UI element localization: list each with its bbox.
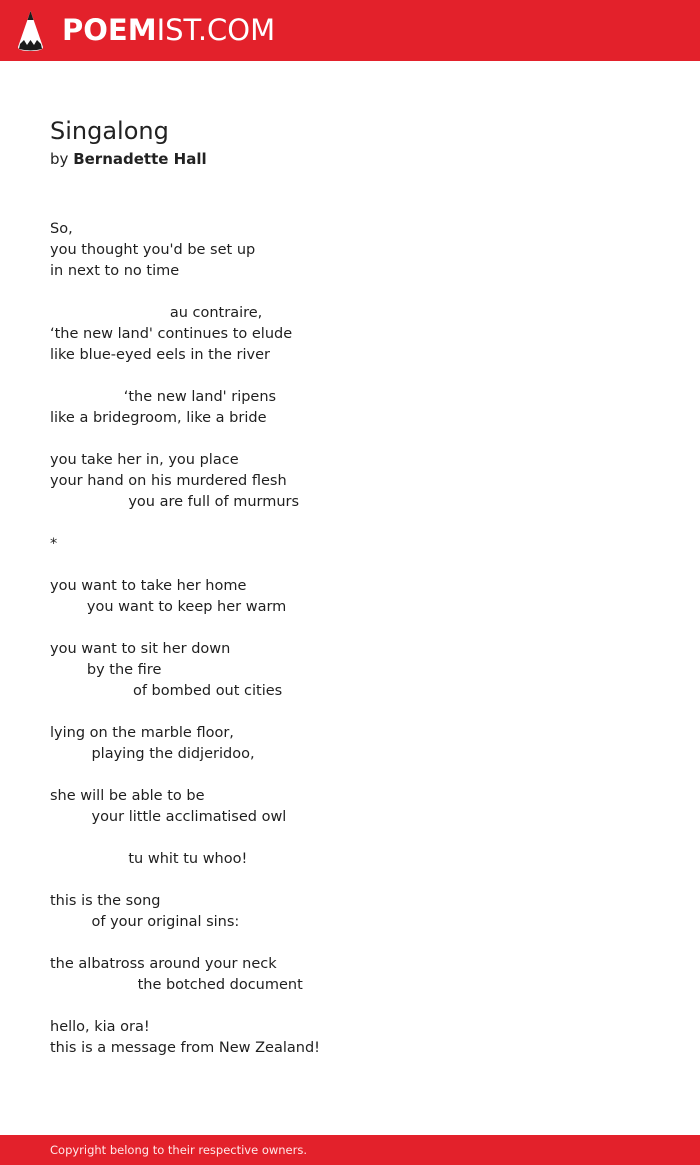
poem-line: [50, 996, 650, 1017]
poem-line: [50, 870, 650, 891]
poem-line: like blue-eyed eels in the river: [50, 347, 270, 363]
pencil-logo-icon[interactable]: [17, 10, 44, 52]
poem-line: [50, 366, 650, 387]
poem-line: hello, kia ora!: [50, 1019, 150, 1035]
poem-line: [50, 702, 650, 723]
site-logo-text[interactable]: [62, 13, 275, 47]
poem-line: lying on the marble floor,: [50, 725, 234, 741]
poem-line: [50, 429, 650, 450]
poem-line: [50, 282, 650, 303]
poem-line: you want to sit her down: [50, 641, 231, 657]
poem-line: [50, 828, 650, 849]
poem-line: [50, 513, 650, 534]
poem-line: you take her in, you place: [50, 452, 239, 468]
poem-line: [50, 618, 650, 639]
poem-line: your hand on his murdered flesh: [50, 473, 287, 489]
byline: [50, 149, 207, 169]
poem-body: [50, 219, 650, 1059]
brand-light-text: IST.COM: [156, 13, 276, 47]
poem-line: ‘the new land' continues to elude: [50, 326, 293, 342]
poem-line: [50, 555, 650, 576]
poem-line: you want to take her home: [50, 578, 247, 594]
poem-line: she will be able to be: [50, 788, 205, 804]
poem-line: the albatross around your neck: [50, 956, 277, 972]
poem-line: So,: [50, 221, 73, 237]
poem-line: the botched document: [50, 977, 303, 993]
poem-line: playing the didjeridoo,: [50, 746, 255, 762]
poem-line: [50, 765, 650, 786]
poem-line: of your original sins:: [50, 914, 240, 930]
poem-line: of bombed out cities: [50, 683, 283, 699]
by-label: by: [50, 150, 69, 168]
site-footer: [0, 1135, 700, 1165]
brand-bold-text: POEM: [62, 13, 157, 47]
poem-line: you want to keep her warm: [50, 599, 287, 615]
poem-line: ‘the new land' ripens: [50, 389, 277, 405]
poem-title: Singalong: [50, 117, 169, 145]
poem-line: like a bridegroom, like a bride: [50, 410, 267, 426]
poem-line: in next to no time: [50, 263, 180, 279]
poem-line: by the fire: [50, 662, 162, 678]
site-header: [0, 0, 700, 61]
poem-line: tu whit tu whoo!: [50, 851, 248, 867]
poem-line: you thought you'd be set up: [50, 242, 256, 258]
poem-line: your little acclimatised owl: [50, 809, 287, 825]
poem-line: this is a message from New Zealand!: [50, 1040, 320, 1056]
poem-line: *: [50, 536, 58, 552]
copyright-text: Copyright belong to their respective owners.: [50, 1143, 308, 1157]
poem-line: [50, 933, 650, 954]
author-name: Bernadette Hall: [73, 150, 207, 168]
poem-line: au contraire,: [50, 305, 263, 321]
poem-line: this is the song: [50, 893, 161, 909]
poem-line: you are full of murmurs: [50, 494, 300, 510]
